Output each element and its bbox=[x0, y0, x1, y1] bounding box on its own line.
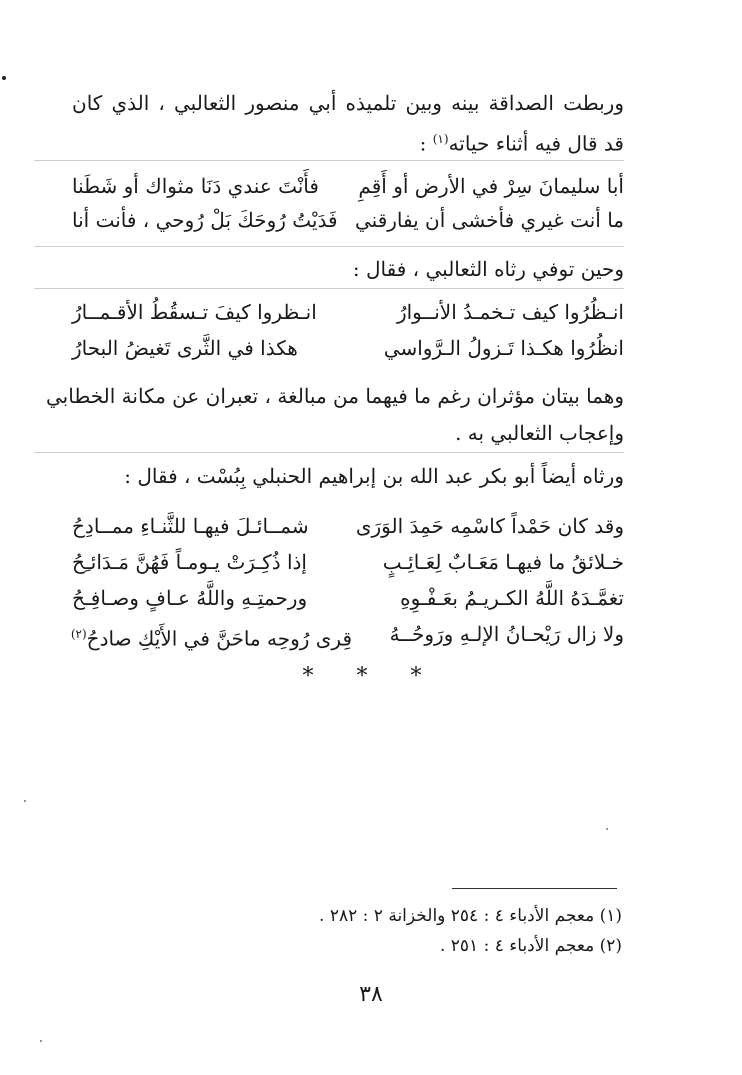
footnote-2: (٢) معجم الأدباء ٤ : ٢٥١ . bbox=[439, 936, 622, 956]
section-separator: * * * bbox=[302, 664, 440, 689]
scan-speck bbox=[2, 76, 6, 80]
intro-line-2 bbox=[72, 124, 624, 159]
intro-line-2-end: : bbox=[419, 131, 433, 156]
poem-2-verse bbox=[72, 294, 624, 330]
hemistich-second: إذا ذُكِـرَتْ يـومـاً فَهُنَّ مَـدَائـِحُ bbox=[72, 550, 307, 574]
scan-speck bbox=[24, 800, 26, 802]
footnote-ref-2: (٢) bbox=[70, 627, 87, 641]
poem-3-verse bbox=[72, 508, 624, 544]
footnote-rule bbox=[452, 888, 617, 889]
mid-line-1: وحين توفي رثاه الثعالبي ، فقال : bbox=[352, 257, 624, 281]
section-rule bbox=[34, 160, 624, 161]
footnote-ref-1: (١) bbox=[432, 132, 449, 146]
hemistich-second: انـظروا كيفَ تـسقُطُ الأقـمــارُ bbox=[72, 300, 317, 324]
mid-line-2a: وهما بيتان مؤثران رغم ما فيهما من مبالغة ، تعبران عن مكانة الخطابي bbox=[46, 384, 624, 408]
scan-speck bbox=[40, 1040, 42, 1042]
section-rule bbox=[34, 288, 624, 289]
poem-1-verse bbox=[72, 168, 624, 204]
intro-line-1: وربطت الصداقة بينه وبين تلميذه أبي منصور الثعالبي ، الذي كان bbox=[72, 91, 624, 115]
hemistich-first: انظُرُوا هكـذا تَـزولُ الـرَّواسي bbox=[383, 336, 624, 360]
hemistich-first: وقد كان حَمْداً كاسْمِه حَمِدَ الوَرَى bbox=[355, 514, 624, 538]
hemistich-first: خـلائقُ ما فيهـا مَعَـابٌ لِعَـائِـبٍ bbox=[382, 550, 624, 574]
hemistich-first: انـظُرُوا كيف تـخمـدُ الأنــوارُ bbox=[396, 300, 624, 324]
hemistich-first: أبا سليمانَ سِرْ في الأرض أو أَقِمِ bbox=[358, 174, 624, 198]
hemistich-second: شمــائـلَ فيهـا للثَّنـاءِ ممــادِحُ bbox=[72, 514, 309, 538]
hemistich-first: ولا زال رَيْحـانُ الإلـهِ ورَوحُــهُ bbox=[389, 622, 624, 646]
mid-line-2b: وإعجاب الثعالبي به . bbox=[455, 421, 624, 445]
poem-2-verse bbox=[72, 330, 624, 366]
poem-3-verse bbox=[72, 580, 624, 616]
poem-3-verse bbox=[72, 544, 624, 580]
hemistich-second-text: قِرى رُوحِه ماحَنَّ في الأَيْكِ صادحُ bbox=[86, 626, 352, 651]
scan-speck bbox=[606, 828, 608, 830]
hemistich-first: ما أنت غيري فأخشى أن يفارقني bbox=[354, 208, 624, 232]
poem-3-verse bbox=[72, 616, 624, 652]
hemistich-second: ورحمتِـهِ واللَّهُ عـافٍ وصـافِـحُ bbox=[72, 586, 308, 610]
footnote-1: (١) معجم الأدباء ٤ : ٢٥٤ والخزانة ٢ : ٢٨٢ . bbox=[319, 906, 622, 926]
mid-line-3: ورثاه أيضاً أبو بكر عبد الله بن إبراهيم الحنبلي بِبُسْت ، فقال : bbox=[124, 464, 624, 488]
intro-line-2-text: قد قال فيه أثناء حياته bbox=[448, 131, 624, 156]
page-number: ٣٨ bbox=[359, 982, 383, 1007]
hemistich-second bbox=[72, 616, 352, 657]
hemistich-first: تغمَّـدَهُ اللَّهُ الكـريـمُ بعَـفْـوِهِ bbox=[400, 586, 624, 610]
hemistich-second: فأَنْتَ عندي دَنَا مثواك أو شَطَنا bbox=[72, 174, 319, 198]
section-rule bbox=[34, 452, 624, 453]
hemistich-second: هكذا في الثَّرى تَغيضُ البحارُ bbox=[72, 336, 298, 360]
poem-1-verse bbox=[72, 202, 624, 238]
section-rule bbox=[34, 246, 624, 247]
hemistich-second: فَدَيْتُ رُوحَكَ بَلْ رُوحي ، فأنت أنا bbox=[72, 208, 338, 232]
